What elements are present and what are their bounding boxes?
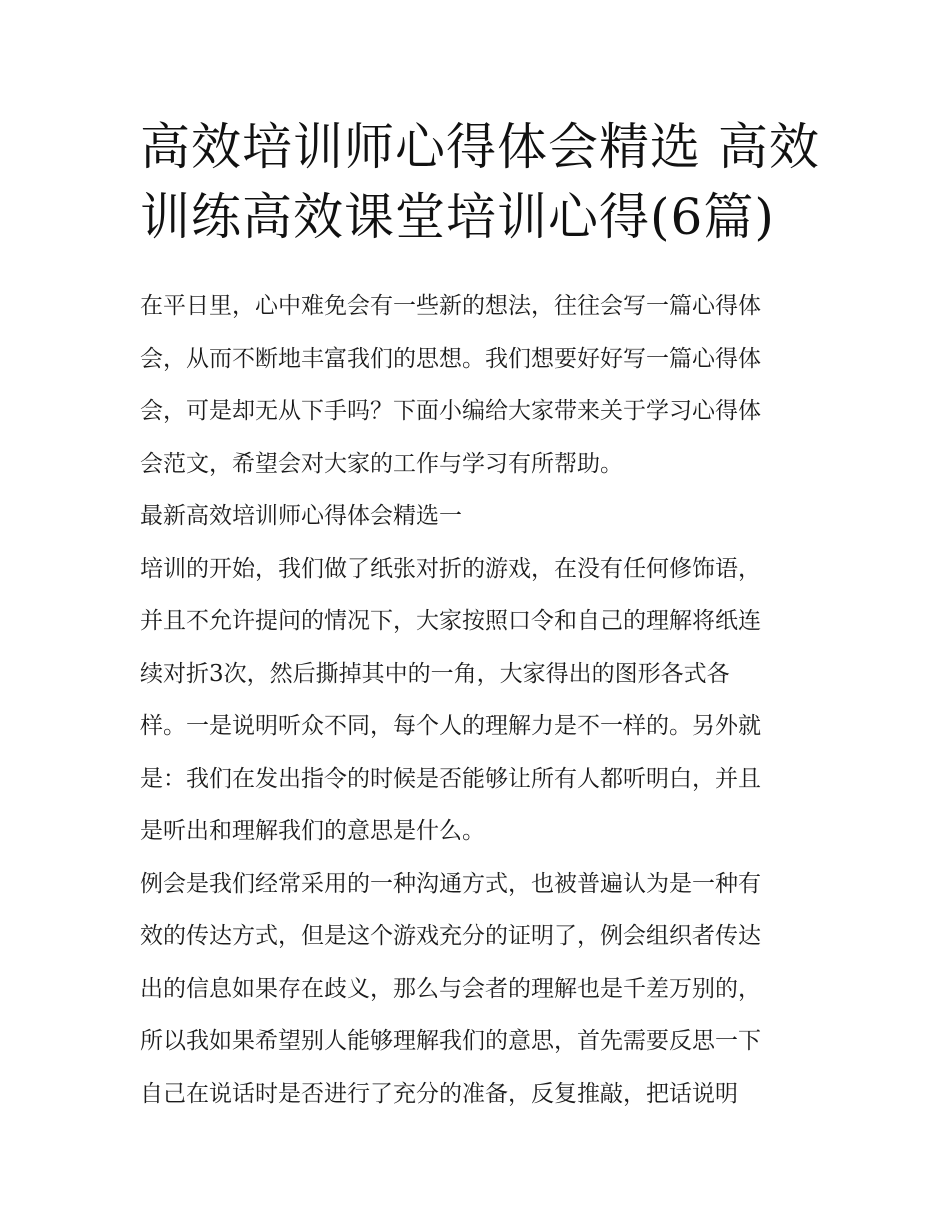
intro-line-4: 会范文，希望会对大家的工作与学习有所帮助。 (140, 450, 623, 477)
paragraph-line-4: 样。一是说明听众不同，每个人的理解力是不一样的。另外就 (140, 713, 761, 739)
paragraph-line-6: 是听出和理解我们的意思是什么。 (140, 818, 485, 844)
paragraph-line-10: 所以我如果希望别人能够理解我们的意思，首先需要反思一下 (140, 1028, 761, 1054)
title-line-2: 训练高效课堂培训心得(6篇) (140, 188, 775, 246)
intro-line-3: 会，可是却无从下手吗？下面小编给大家带来关于学习心得体 (140, 398, 761, 424)
intro-line-2: 会，从而不断地丰富我们的思想。我们想要好好写一篇心得体 (140, 345, 761, 372)
paragraph-line-1: 培训的开始，我们做了纸张对折的游戏，在没有任何修饰语， (140, 555, 761, 582)
section-heading: 最新高效培训师心得体会精选一 (140, 503, 462, 529)
paragraph-line-9: 出的信息如果存在歧义，那么与会者的理解也是千差万别的， (140, 975, 761, 1002)
paragraph-line-3: 续对折3次，然后撕掉其中的一角，大家得出的图形各式各 (140, 660, 730, 687)
paragraph-line-11: 自己在说话时是否进行了充分的准备，反复推敲，把话说明 (140, 1080, 738, 1107)
paragraph-line-7: 例会是我们经常采用的一种沟通方式，也被普遍认为是一种有 (140, 870, 761, 897)
paragraph-line-5: 是：我们在发出指令的时候是否能够让所有人都听明白，并且 (140, 765, 761, 792)
document-body (140, 280, 815, 1120)
intro-line-1: 在平日里，心中难免会有一些新的想法，往往会写一篇心得体 (140, 293, 761, 319)
title-line-1: 高效培训师心得体会精选 高效 (140, 118, 820, 176)
paragraph-line-2: 并且不允许提问的情况下，大家按照口令和自己的理解将纸连 (140, 608, 761, 634)
paragraph-line-8: 效的传达方式，但是这个游戏充分的证明了，例会组织者传达 (140, 923, 761, 949)
document-title (140, 112, 820, 252)
